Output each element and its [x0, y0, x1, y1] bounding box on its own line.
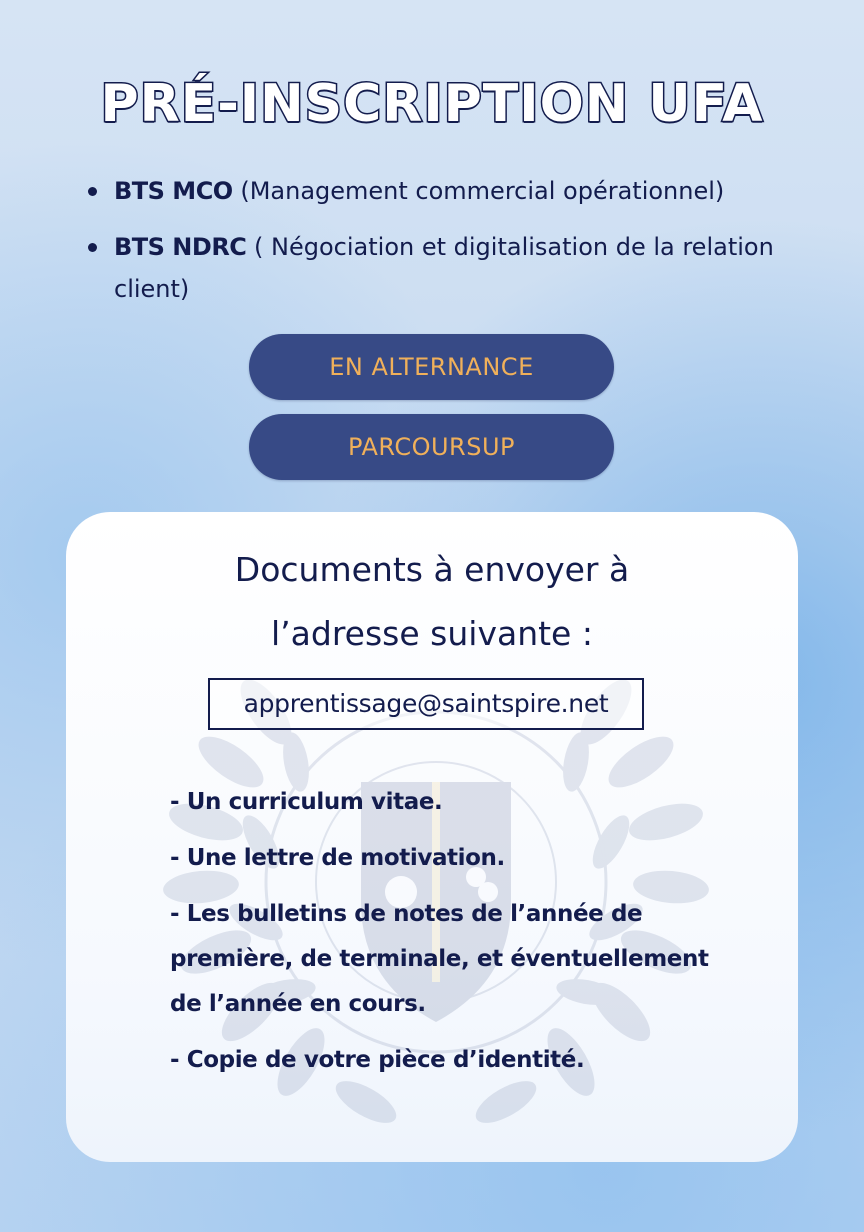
document-item: - Une lettre de motivation. [170, 845, 505, 871]
document-item: - Un curriculum vitae. [170, 789, 443, 815]
documents-heading [66, 538, 798, 666]
program-code: BTS NDRC [114, 233, 247, 261]
program-list [86, 170, 816, 324]
documents-heading-line-1: Documents à envoyer à [234, 550, 630, 589]
alternance-button[interactable]: EN ALTERNANCE [249, 334, 614, 400]
program-description: ( Négociation et digitalisation de la relation client) [114, 233, 774, 303]
documents-list [170, 780, 730, 1094]
bullet-icon [88, 187, 97, 196]
document-item: - Les bulletins de notes de l’année de première, de terminale, et éventuellement de l’année en cours. [170, 901, 709, 1017]
email-address[interactable]: apprentissage@saintspire.net [208, 678, 644, 730]
program-item-mco [86, 170, 816, 212]
bullet-icon [88, 243, 97, 252]
program-item-ndrc [86, 226, 816, 310]
documents-card [66, 512, 798, 1162]
page-title: PRÉ-INSCRIPTION UFA [100, 74, 764, 134]
program-description: (Management commercial opérationnel) [232, 177, 725, 205]
program-code: BTS MCO [114, 177, 233, 205]
documents-heading-line-2: l’adresse suivante : [271, 614, 593, 653]
document-item: - Copie de votre pièce d’identité. [170, 1047, 585, 1073]
parcoursup-button[interactable]: PARCOURSUP [249, 414, 614, 480]
